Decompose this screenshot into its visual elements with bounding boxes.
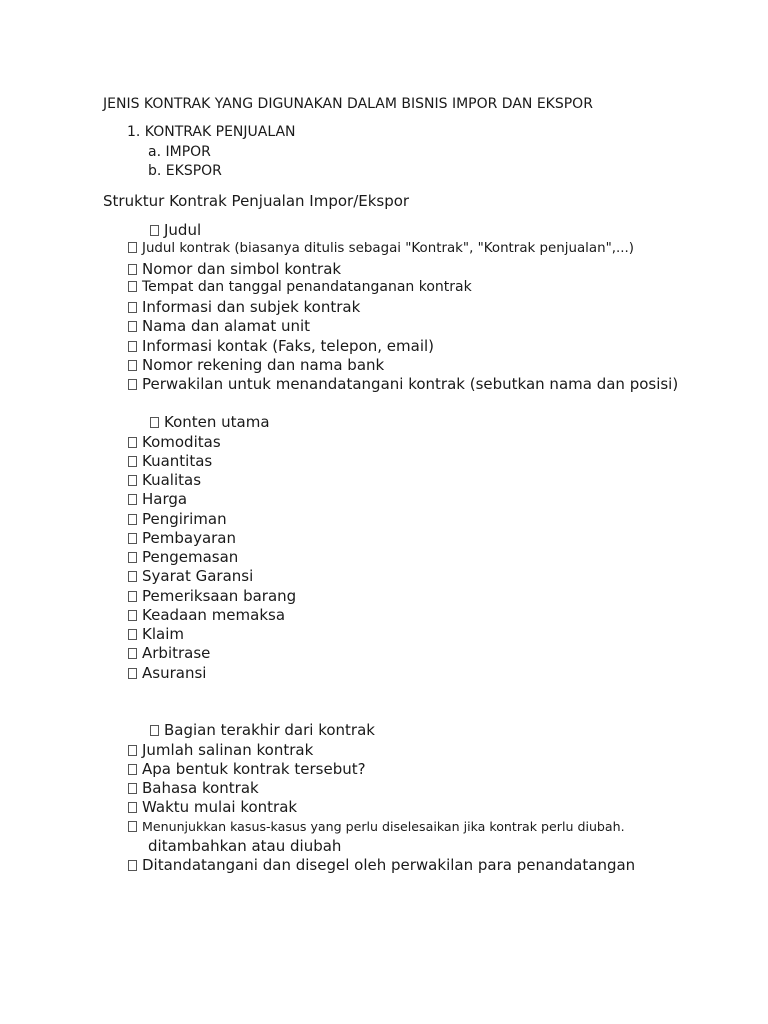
list-item: Nomor rekening dan nama bank bbox=[128, 356, 384, 374]
missing-glyph-icon bbox=[128, 591, 137, 602]
missing-glyph-icon bbox=[128, 302, 137, 313]
list-item: Apa bentuk kontrak tersebut? bbox=[128, 760, 366, 778]
list-item: Asuransi bbox=[128, 664, 206, 682]
missing-glyph-icon bbox=[128, 533, 137, 544]
list-subitem-impor: a. IMPOR bbox=[148, 144, 211, 160]
list-item: Informasi dan subjek kontrak bbox=[128, 298, 360, 316]
list-item: Tempat dan tanggal penandatanganan kontrak bbox=[128, 279, 472, 296]
missing-glyph-icon bbox=[128, 456, 137, 467]
list-item: Perwakilan untuk menandatangani kontrak (sebutkan nama dan posisi) bbox=[128, 375, 678, 393]
list-item: Jumlah salinan kontrak bbox=[128, 741, 313, 759]
missing-glyph-icon bbox=[128, 437, 137, 448]
list-item: Komoditas bbox=[128, 433, 221, 451]
list-item: Keadaan memaksa bbox=[128, 606, 285, 624]
missing-glyph-icon bbox=[128, 264, 137, 275]
list-item-continuation: ditambahkan atau diubah bbox=[148, 837, 342, 855]
missing-glyph-icon bbox=[128, 552, 137, 563]
list-item: Bahasa kontrak bbox=[128, 779, 259, 797]
list-item: Kuantitas bbox=[128, 452, 212, 470]
section-heading-judul: Judul bbox=[150, 221, 201, 239]
missing-glyph-icon bbox=[128, 648, 137, 659]
list-item: Klaim bbox=[128, 625, 184, 643]
list-item-kontrak-penjualan: 1. KONTRAK PENJUALAN bbox=[127, 124, 296, 140]
missing-glyph-icon bbox=[128, 610, 137, 621]
list-item: Ditandatangani dan disegel oleh perwakilan para penandatangan bbox=[128, 856, 635, 874]
missing-glyph-icon bbox=[128, 802, 137, 813]
list-item: Kualitas bbox=[128, 471, 201, 489]
list-item: Pengemasan bbox=[128, 548, 238, 566]
document-title: JENIS KONTRAK YANG DIGUNAKAN DALAM BISNIS IMPOR DAN EKSPOR bbox=[103, 96, 593, 112]
missing-glyph-icon bbox=[128, 745, 137, 756]
missing-glyph-icon bbox=[150, 225, 159, 236]
missing-glyph-icon bbox=[128, 475, 137, 486]
list-item: Pembayaran bbox=[128, 529, 236, 547]
list-item: Harga bbox=[128, 490, 187, 508]
missing-glyph-icon bbox=[128, 629, 137, 640]
list-item: Syarat Garansi bbox=[128, 567, 253, 585]
missing-glyph-icon bbox=[128, 571, 137, 582]
list-item: Pengiriman bbox=[128, 510, 227, 528]
list-item: Arbitrase bbox=[128, 644, 210, 662]
list-subitem-ekspor: b. EKSPOR bbox=[148, 163, 222, 179]
missing-glyph-icon bbox=[128, 242, 137, 253]
list-item: Judul kontrak (biasanya ditulis sebagai "Kontrak", "Kontrak penjualan",...) bbox=[128, 241, 634, 257]
missing-glyph-icon bbox=[128, 668, 137, 679]
section-heading-bagian-terakhir: Bagian terakhir dari kontrak bbox=[150, 721, 375, 739]
missing-glyph-icon bbox=[128, 821, 137, 832]
missing-glyph-icon bbox=[128, 360, 137, 371]
missing-glyph-icon bbox=[128, 341, 137, 352]
list-item: Waktu mulai kontrak bbox=[128, 798, 297, 816]
structure-heading: Struktur Kontrak Penjualan Impor/Ekspor bbox=[103, 192, 410, 210]
missing-glyph-icon bbox=[128, 379, 137, 390]
missing-glyph-icon bbox=[128, 494, 137, 505]
list-item: Informasi kontak (Faks, telepon, email) bbox=[128, 337, 434, 355]
missing-glyph-icon bbox=[128, 321, 137, 332]
missing-glyph-icon bbox=[128, 281, 137, 292]
missing-glyph-icon bbox=[128, 514, 137, 525]
missing-glyph-icon bbox=[150, 417, 159, 428]
section-heading-konten-utama: Konten utama bbox=[150, 413, 270, 431]
list-item: Nomor dan simbol kontrak bbox=[128, 260, 341, 278]
missing-glyph-icon bbox=[128, 764, 137, 775]
list-item: Pemeriksaan barang bbox=[128, 587, 296, 605]
missing-glyph-icon bbox=[128, 783, 137, 794]
list-item: Nama dan alamat unit bbox=[128, 317, 310, 335]
missing-glyph-icon bbox=[150, 725, 159, 736]
list-item-long: Menunjukkan kasus-kasus yang perlu diselesaikan jika kontrak perlu diubah. bbox=[128, 819, 625, 834]
missing-glyph-icon bbox=[128, 860, 137, 871]
